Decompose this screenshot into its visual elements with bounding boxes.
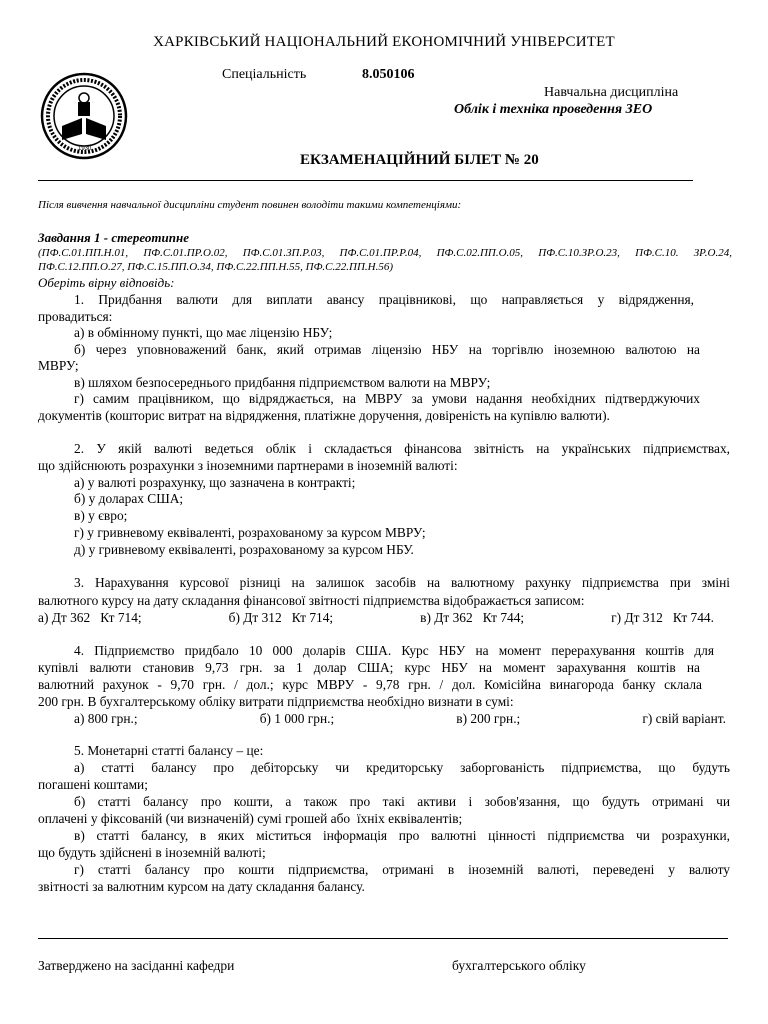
- q2-stem-line: що здійснюють розрахунки з іноземними партнерами в іноземній валюті:: [38, 458, 458, 473]
- q4-option-d: г) свій варіант.: [642, 711, 726, 726]
- q3-option-c: в) Дт 362 Кт 744;: [420, 610, 525, 625]
- specialty-label: Спеціальність: [222, 67, 307, 82]
- q5-option-a-cont: погашені коштами;: [38, 777, 148, 792]
- svg-text:1930: 1930: [78, 146, 92, 152]
- q1-stem-line: провадиться:: [38, 309, 113, 324]
- q5-option-a: а) статті балансу про дебіторську чи кредиторську заборгованість підприємства, що будуть: [74, 760, 730, 775]
- q2-option-e: д) у гривневому еквіваленті, розрахованому за курсом НБУ.: [74, 542, 414, 557]
- competency-codes: (ПФ.С.01.ПП.Н.01, ПФ.С.01.ПР.О.02, ПФ.С.01.ЗП.Р.03, ПФ.С.01.ПР.Р.04, ПФ.С.02.ПП.О.05, ПФ.С.10.ЗР.О.23, ПФ.С.10. ЗР.О.24, ПФ.С.12.ПП.О.27, ПФ.С.15.ПП.О.34, ПФ.С.22.ПП.Н.55, ПФ.С.22.ПП.Н.56): [38, 247, 732, 273]
- university-name: ХАРКІВСЬКИЙ НАЦІОНАЛЬНИЙ ЕКОНОМІЧНИЙ УНІВЕРСИТЕТ: [153, 34, 615, 50]
- department-name: бухгалтерського обліку: [452, 958, 586, 973]
- q4-option-b: б) 1 000 грн.;: [259, 711, 335, 726]
- q1-option-d: г) самим працівником, що відряджається, на МВРУ за умови надання необхідних підтверджуючих: [74, 391, 700, 406]
- q1-stem-line: 1. Придбання валюти для виплати авансу працівникові, що направляється у відрядження,: [74, 292, 694, 307]
- q4-stem-line: купівлі валюти становив 9,73 грн. за 1 долар США; курс НБУ на момент зарахування коштів на: [38, 660, 700, 675]
- q5-option-c-cont: що будуть здійснені в іноземній валюті;: [38, 845, 266, 860]
- q1-option-a: а) в обмінному пункті, що має ліцензію НБУ;: [74, 325, 333, 340]
- header-divider: [38, 180, 693, 181]
- q2-option-b: б) у доларах США;: [74, 491, 184, 506]
- q2-option-c: в) у євро;: [74, 508, 128, 523]
- q5-option-b: б) статті балансу про кошти, а також про такі активи і зобов'язання, що будуть отримані чи: [74, 794, 730, 809]
- q5-option-d: г) статті балансу про кошти підприємства, отримані в іноземній валюті, переведені у валюту: [74, 862, 730, 877]
- university-seal-icon: [38, 72, 130, 160]
- q4-stem-line: 200 грн. В бухгалтерському обліку витрати підприємства необхідно визнати в сумі:: [38, 694, 514, 709]
- q3-stem-line: валютного курсу на дату складання фінансової звітності підприємства відображається записом:: [38, 593, 585, 608]
- q3-option-a: а) Дт 362 Кт 714;: [38, 610, 142, 625]
- q3-stem-line: 3. Нарахування курсової різниці на залишок засобів на валютному рахунку підприємства при зміні: [74, 575, 730, 590]
- q1-option-d-cont: документів (кошторис витрат на відрядження, платіжне доручення, довіреність на купівлю валюти).: [38, 408, 610, 423]
- specialty-code: 8.050106: [362, 67, 415, 82]
- q4-options: [74, 711, 726, 728]
- q2-stem-line: 2. У якій валюті ведеться облік і складається фінансова звітність на українських підприємствах,: [74, 441, 730, 456]
- task-title: Завдання 1 - стереотипне: [38, 230, 189, 245]
- q4-stem-line: 4. Підприємство придбало 10 000 доларів США. Курс НБУ на момент перерахування коштів для: [74, 643, 714, 658]
- q3-option-d: г) Дт 312 Кт 744.: [611, 610, 714, 625]
- q2-option-a: а) у валюті розрахунку, що зазначена в контракті;: [74, 475, 356, 490]
- q1-option-c: в) шляхом безпосереднього придбання підприємством валюти на МВРУ;: [74, 375, 491, 390]
- discipline-label: Навчальна дисципліна: [544, 85, 679, 100]
- q3-options: [38, 610, 714, 627]
- approved-text: Затверджено на засіданні кафедри: [38, 958, 235, 973]
- q1-option-b-cont: МВРУ;: [38, 358, 79, 373]
- q5-option-d-cont: звітності за валютним курсом на дату складання балансу.: [38, 879, 365, 894]
- q4-option-c: в) 200 грн.;: [456, 711, 521, 726]
- q5-stem: 5. Монетарні статті балансу – це:: [74, 743, 264, 758]
- intro-text: Після вивчення навчальної дисципліни студент повинен володіти такими компетенціями:: [38, 199, 462, 211]
- q5-option-c: в) статті балансу, в яких міститься інформація про валютні цінності підприємства чи розрахунки,: [74, 828, 730, 843]
- ticket-title: ЕКЗАМЕНАЦІЙНИЙ БІЛЕТ № 20: [300, 152, 539, 168]
- q3-option-b: б) Дт 312 Кт 714;: [228, 610, 334, 625]
- q4-stem-line: валютний рахунок - 9,70 грн. / дол.; курс МВРУ - 9,78 грн. / дол. Комісійна винагорода банку склала: [38, 677, 702, 692]
- q4-option-a: а) 800 грн.;: [74, 711, 138, 726]
- q1-option-b: б) через уповноважений банк, який отримав ліцензію НБУ на торгівлю іноземною валютою на: [74, 342, 700, 357]
- q5-option-b-cont: оплачені у фіксованій (чи визначеній) сумі грошей або їхніх еквівалентів;: [38, 811, 463, 826]
- task-instruction: Оберіть вірну відповідь:: [38, 275, 175, 290]
- footer-divider: [38, 938, 728, 939]
- q2-option-d: г) у гривневому еквіваленті, розрахованому за курсом МВРУ;: [74, 525, 426, 540]
- discipline-name: Облік і техніка проведення ЗЕО: [454, 102, 653, 117]
